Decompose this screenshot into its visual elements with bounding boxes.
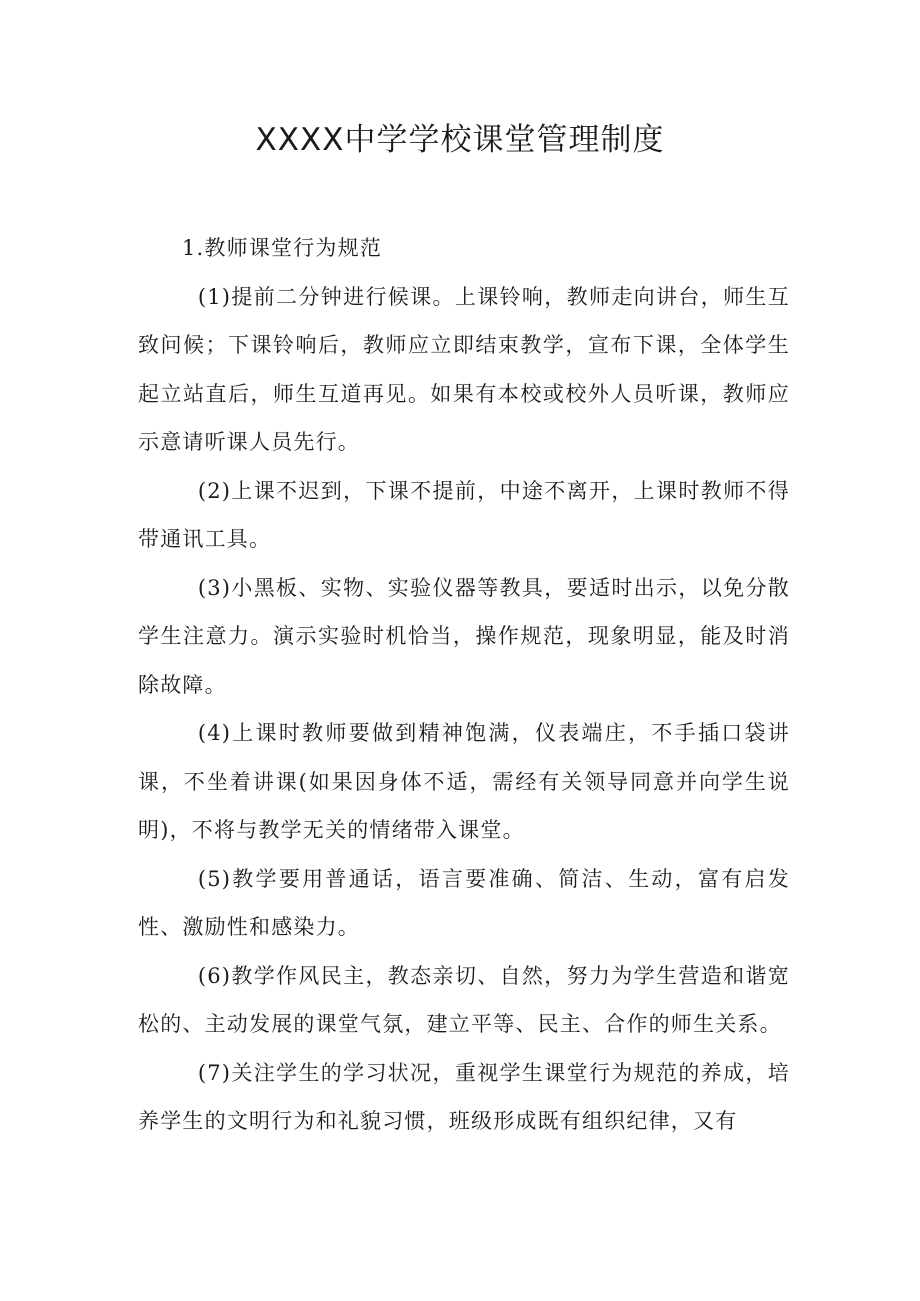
paragraph-7: (7)关注学生的学习状况，重视学生课堂行为规范的养成，培养学生的文明行为和礼貌习惯，班级形成既有组织纪律，又有 [138, 1060, 790, 1133]
section-heading: 1.教师课堂行为规范 [182, 236, 383, 260]
paragraph-6: (6)教学作风民主，教态亲切、自然，努力为学生营造和谐宽松的、主动发展的课堂气氛，建立平等、民主、合作的师生关系。 [138, 963, 790, 1036]
paragraph-1: (1)提前二分钟进行候课。上课铃响，教师走向讲台，师生互致问候；下课铃响后，教师应立即结束教学，宣布下课，全体学生起立站直后，师生互道再见。如果有本校或校外人员听课，教师应示意请听课人员先行。 [138, 284, 790, 454]
paragraph-3: (3)小黑板、实物、实验仪器等教具，要适时出示，以免分散学生注意力。演示实验时机恰当，操作规范，现象明显，能及时消除故障。 [138, 575, 790, 697]
paragraph-4: (4)上课时教师要做到精神饱满，仪表端庄，不手插口袋讲课，不坐着讲课(如果因身体不适，需经有关领导同意并向学生说明)，不将与教学无关的情绪带入课堂。 [138, 721, 790, 842]
document-title: XXXX中学学校课堂管理制度 [255, 122, 665, 158]
document-body [138, 224, 790, 1146]
paragraph-2: (2)上课不迟到，下课不提前，中途不离开，上课时教师不得带通讯工具。 [138, 478, 790, 551]
paragraph-5: (5)教学要用普通话，语言要准确、简洁、生动，富有启发性、激励性和感染力。 [138, 866, 790, 939]
